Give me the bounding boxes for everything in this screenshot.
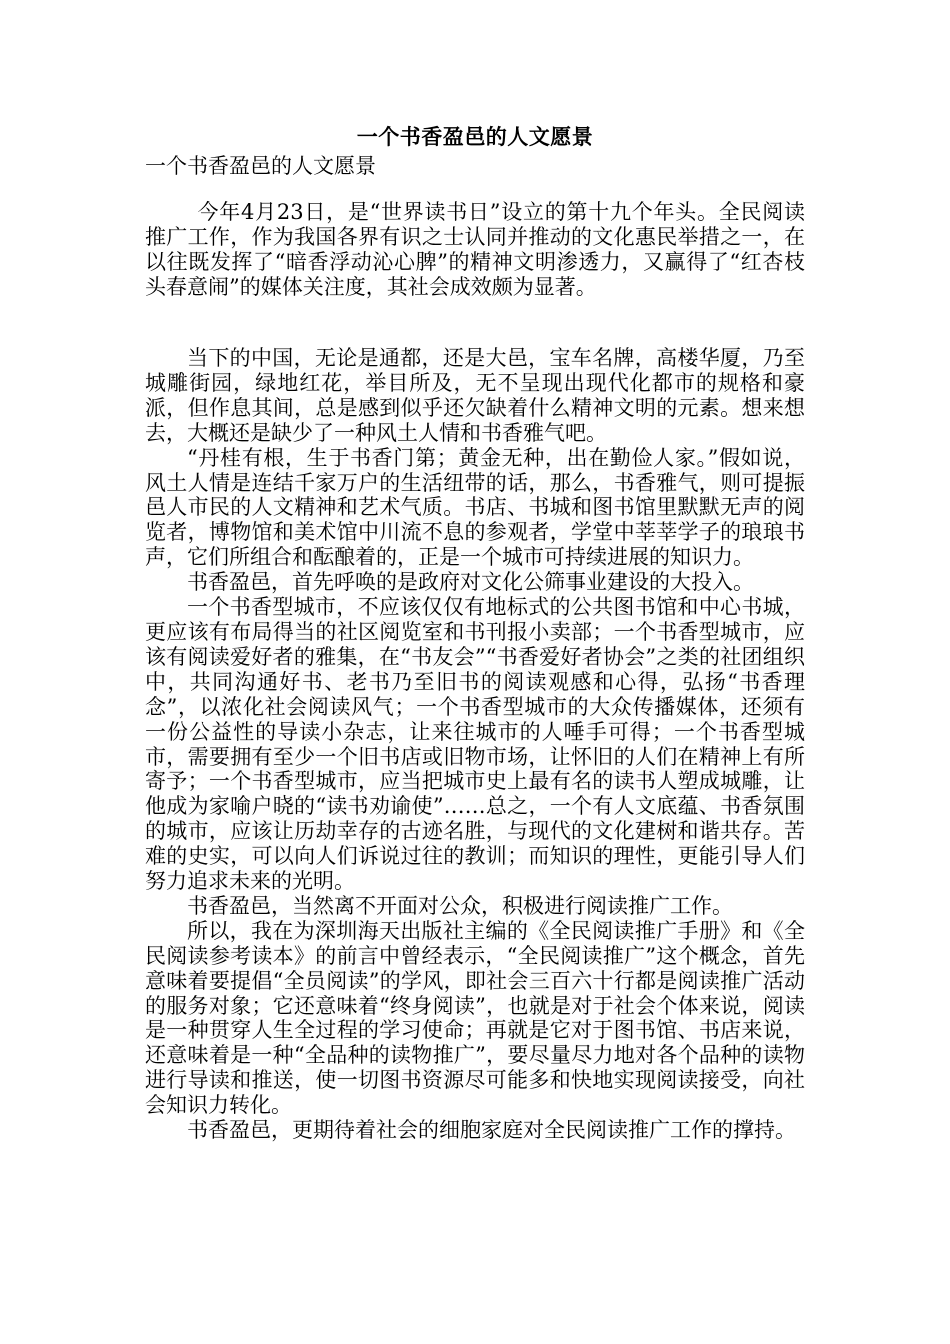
body-paragraph-5: 书香盈邑，当然离不开面对公众，积极进行阅读推广工作。 — [187, 893, 733, 918]
document-title: 一个书香盈邑的人文愿景 — [356, 124, 594, 149]
body-paragraph-6: 所以，我在为深圳海天出版社主编的《全民阅读推广手册》和《全民阅读参考读本》的前言中曾经表示，“全民阅读推广”这个概念，首先意味着要提倡“全员阅读”的学风，即社会三百六十行都是阅读推广活动的服务对象；它还意味着“终身阅读”，也就是对于社会个体来说，阅读是一种贯穿人生全过程的学习使命；再就是它对于图书馆、书店来说，还意味着是一种“全品种的读物推广”，要尽量尽力地对各个品种的读物进行导读和推送，使一切图书资源尽可能多和快地实现阅读接受，向社会知识力转化。 — [145, 918, 805, 1118]
document-subtitle: 一个书香盈邑的人文愿景 — [145, 154, 376, 178]
article-body — [145, 346, 805, 1143]
body-paragraph-4: 一个书香型城市，不应该仅仅有地标式的公共图书馆和中心书城，更应该有布局得当的社区阅览室和书刊报小卖部；一个书香型城市，应该有阅读爱好者的雅集，在“书友会”“书香爱好者协会”之类的社团组织中，共同沟通好书、老书乃至旧书的阅读观感和心得，弘扬“书香理念”，以浓化社会阅读风气；一个书香型城市的大众传播媒体，还须有一份公益性的导读小杂志，让来往城市的人唾手可得；一个书香型城市，需要拥有至少一个旧书店或旧物市场，让怀旧的人们在精神上有所寄予；一个书香型城市，应当把城市史上最有名的读书人塑成城雕，让他成为家喻户晓的“读书劝谕使”……总之，一个有人文底蕴、书香氛围的城市，应该让历劫幸存的古迹名胜，与现代的文化建树和谐共存。苦难的史实，可以向人们诉说过往的教训；而知识的理性，更能引导人们努力追求未来的光明。 — [145, 595, 805, 894]
body-paragraph-3: 书香盈邑，首先呼唤的是政府对文化公筛事业建设的大投入。 — [187, 570, 754, 595]
body-paragraph-1: 当下的中国，无论是通都，还是大邑，宝车名牌，高楼华厦，乃至城雕街园，绿地红花，举目所及，无不呈现出现代化都市的规格和豪派，但作息其间，总是感到似乎还欠缺着什么精神文明的元素。想来想去，大概还是缺少了一种风土人情和书香雅气吧。 — [145, 346, 805, 445]
intro-paragraph: 今年4月23日，是“世界读书日”设立的第十九个年头。全民阅读推广工作，作为我国各界有识之士认同并推动的文化惠民举措之一，在以往既发挥了“暗香浮动沁心脾”的精神文明渗透力，又赢得了“红杏枝头春意闹”的媒体关注度，其社会成效颇为显著。 — [145, 200, 805, 299]
intro-section — [145, 200, 805, 300]
body-paragraph-2: “丹桂有根，生于书香门第；黄金无种，出在勤俭人家。”假如说，风土人情是连结千家万户的生活纽带的话，那么，书香雅气，则可提振邑人市民的人文精神和艺术气质。书店、书城和图书馆里默默无声的阅览者，博物馆和美术馆中川流不息的参观者，学堂中莘莘学子的琅琅书声，它们所组合和酝酿着的，正是一个城市可持续进展的知识力。 — [145, 445, 805, 570]
body-paragraph-7: 书香盈邑，更期待着社会的细胞家庭对全民阅读推广工作的撑持。 — [187, 1118, 796, 1143]
